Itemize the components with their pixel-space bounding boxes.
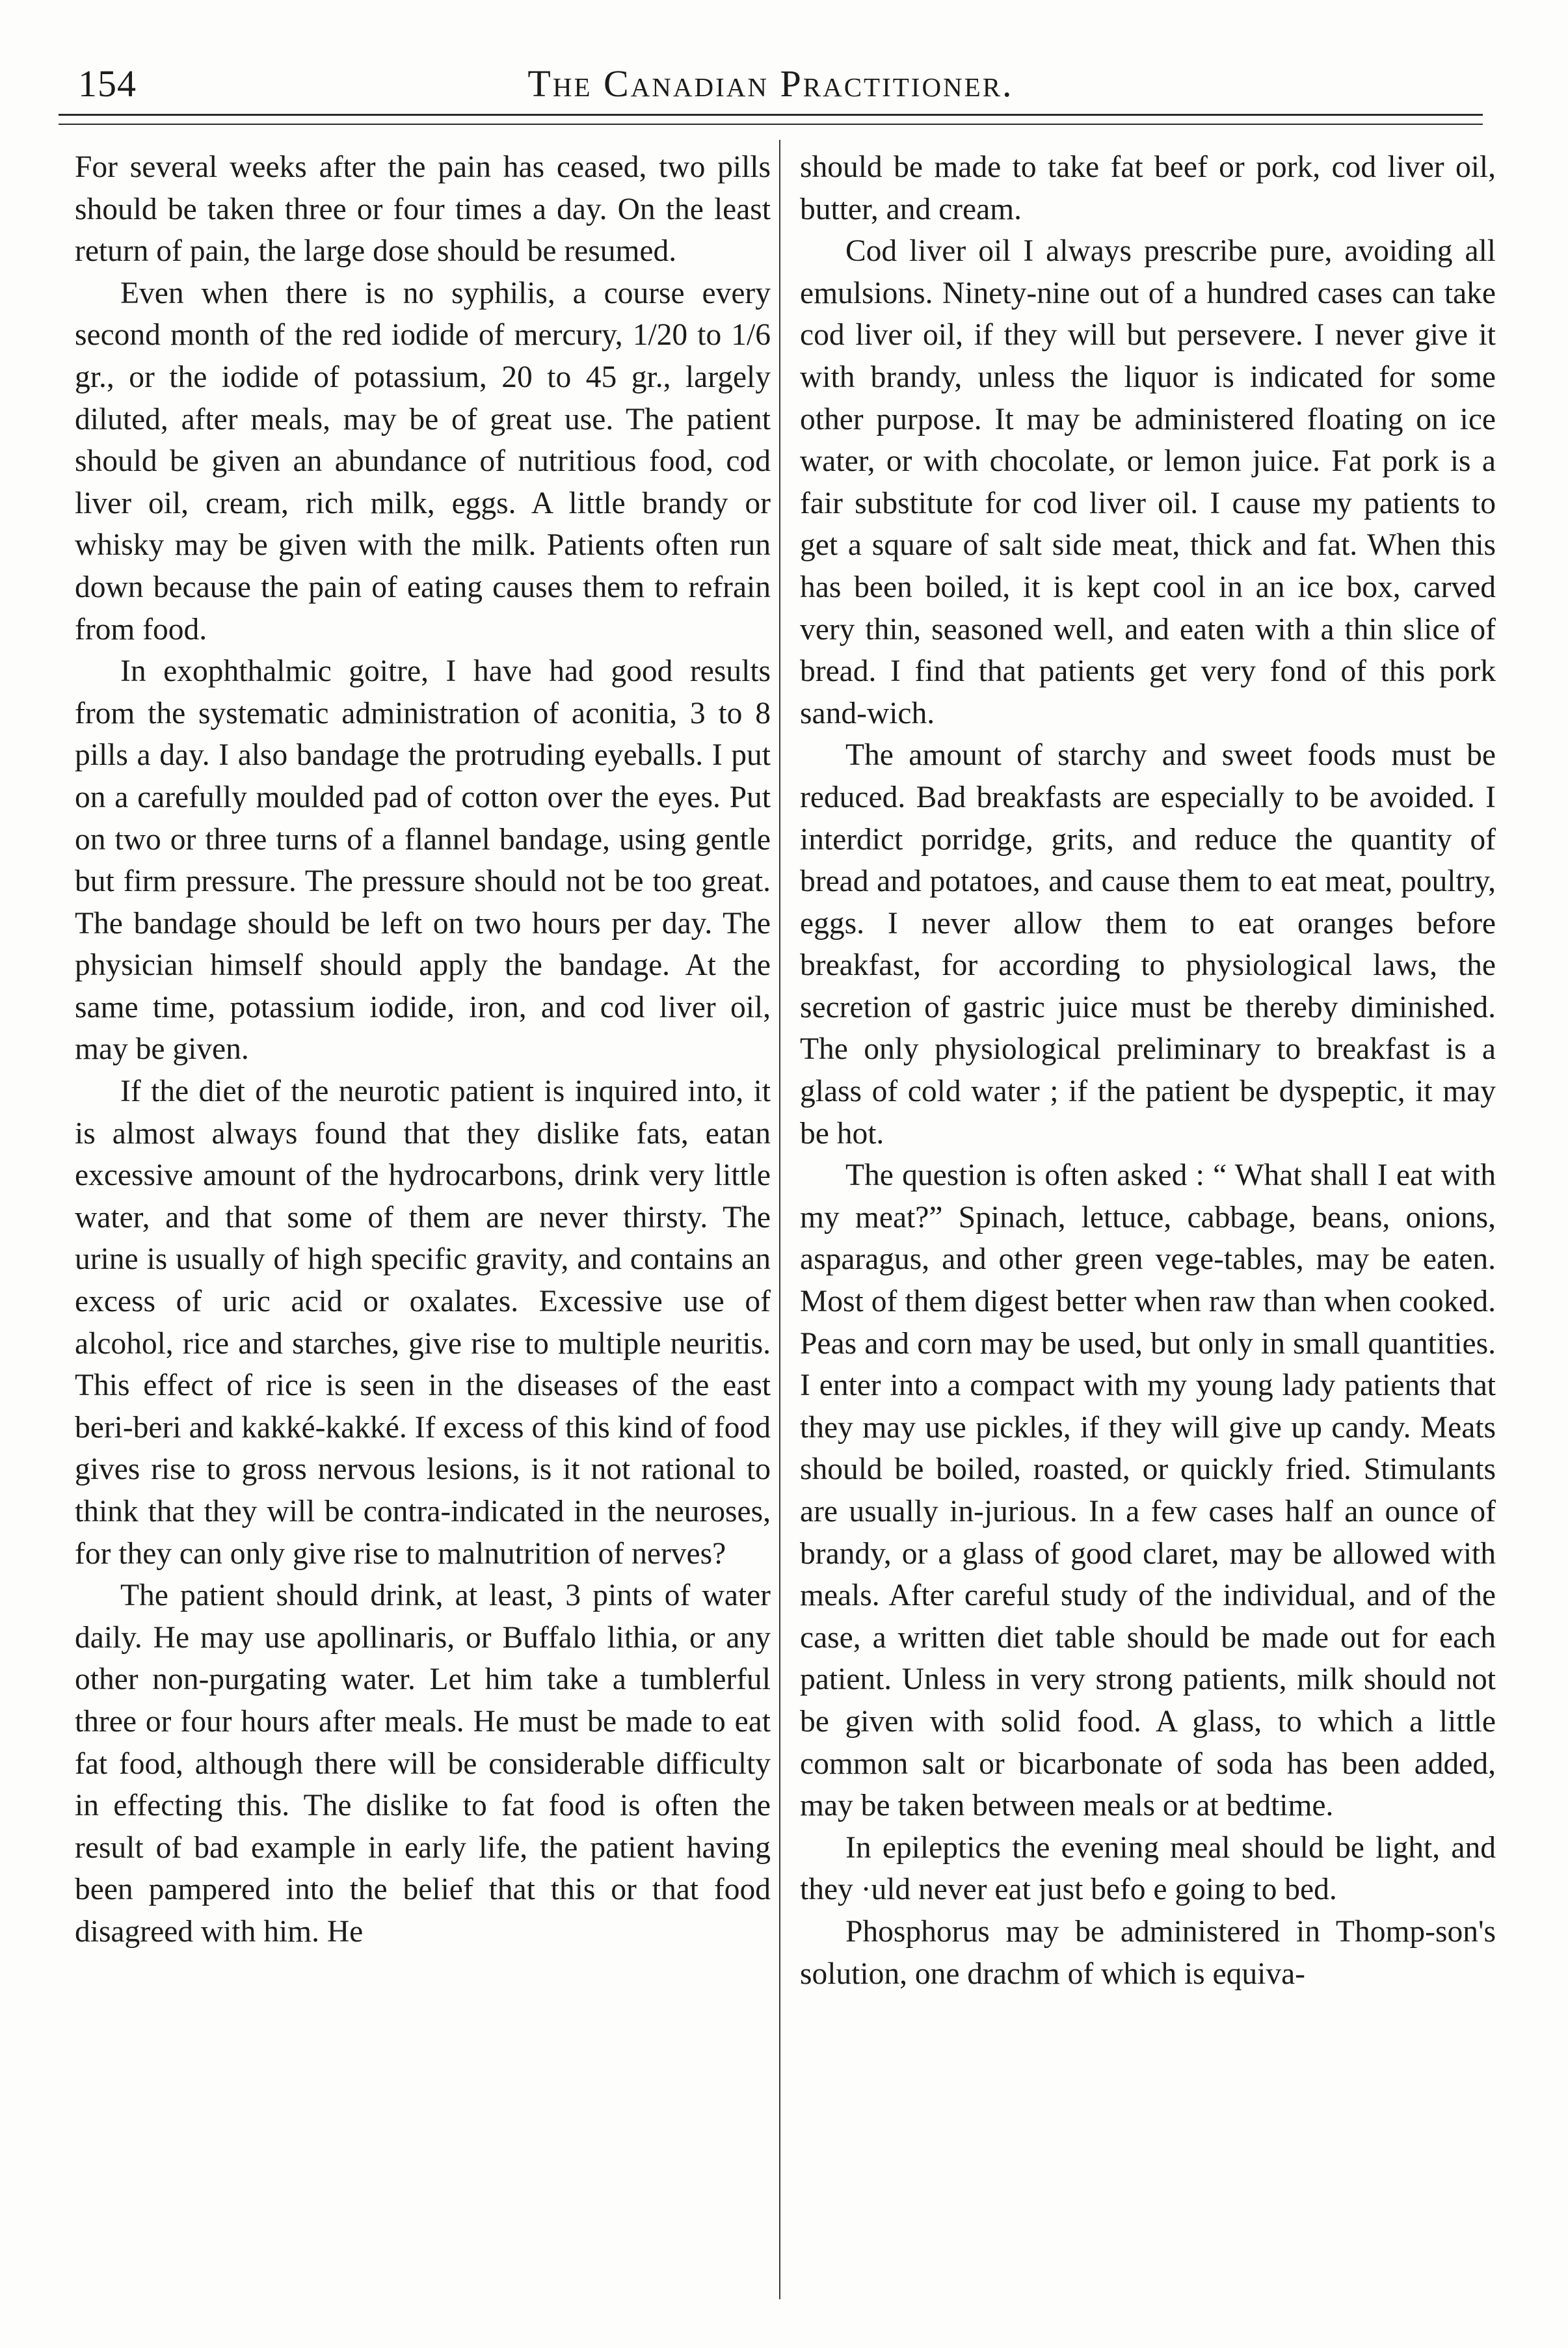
left-column <box>75 146 771 1953</box>
page-header <box>59 62 1483 114</box>
paragraph: The amount of starchy and sweet foods must be reduced. Bad breakfasts are especially to be avoided. I interdict porridge, grits, and reduce the quantity of bread and potatoes, and cause them to eat meat, poultry, eggs. I never allow them to eat oranges before breakfast, for according to physiological laws, the secretion of gastric juice must be thereby diminished. The only physiological preliminary to breakfast is a glass of cold water ; if the patient be dyspeptic, it may be hot. <box>800 738 1496 1151</box>
paragraph: In exophthalmic goitre, I have had good results from the systematic administration of aconitia, 3 to 8 pills a day. I also bandage the protruding eyeballs. I put on a carefully moulded pad of cotton over the eyes. Put on two or three turns of a flannel bandage, using gentle but firm pressure. The pressure should not be too great. The bandage should be left on two hours per day. The physician himself should apply the bandage. At the same time, potassium iodide, iron, and cod liver oil, may be given. <box>75 654 771 1067</box>
column-divider <box>779 140 780 2299</box>
paragraph-continuation: should be made to take fat beef or pork, cod liver oil, butter, and cream. <box>800 150 1496 226</box>
paragraph: If the diet of the neurotic patient is inquired into, it is almost always found that they dislike fats, eatan excessive amount of the hydrocarbons, drink very little water, and that some of them are never thirsty. The urine is usually of high specific gravity, and contains an excess of uric acid or oxalates. Excessive use of alcohol, rice and starches, give rise to multiple neuritis. This effect of rice is seen in the diseases of the east beri-beri and kakké-kakké. If excess of this kind of food gives rise to gross nervous lesions, is it not rational to think that they will be contra-indicated in the neuroses, for they can only give rise to malnutrition of nerves? <box>75 1074 771 1571</box>
paragraph: The question is often asked : “ What shall I eat with my meat?” Spinach, lettuce, cabbage, beans, onions, asparagus, and other green vege-tables, may be eaten. Most of them digest better when raw than when cooked. Peas and corn may be used, but only in small quantities. I enter into a compact with my young lady patients that they may use pickles, if they will give up candy. Meats should be boiled, roasted, or quickly fried. Stimulants are usually in-jurious. In a few cases half an ounce of brandy, or a glass of good claret, may be allowed with meals. After careful study of the individual, and of the case, a written diet table should be made out for each patient. Unless in very strong patients, milk should not be given with solid food. A glass, to which a little common salt or bicarbonate of soda has been added, may be taken between meals or at bedtime. <box>800 1158 1496 1823</box>
running-title: The Canadian Practitioner. <box>527 62 1014 105</box>
paragraph: Cod liver oil I always prescribe pure, avoiding all emulsions. Ninety-nine out of a hundred cases can take cod liver oil, if they will but persevere. I never give it with brandy, unless the liquor is indicated for some other purpose. It may be administered floating on ice water, or with chocolate, or lemon juice. Fat pork is a fair substitute for cod liver oil. I cause my patients to get a square of salt side meat, thick and fat. When this has been boiled, it is kept cool in an ice box, carved very thin, seasoned well, and eaten with a thin slice of bread. I find that patients get very fond of this pork sand-wich. <box>800 234 1496 730</box>
paragraph: Phosphorus may be administered in Thomp-son's solution, one drachm of which is equiva- <box>800 1914 1496 1991</box>
right-column <box>800 146 1496 1995</box>
paragraph: Even when there is no syphilis, a course every second month of the red iodide of mercury, 1/20 to 1/6 gr., or the iodide of potassium, 20 to 45 gr., largely diluted, after meals, may be of great use. The patient should be given an abundance of nutritious food, cod liver oil, cream, rich milk, eggs. A little brandy or whisky may be given with the milk. Patients often run down because the pain of eating causes them to refrain from food. <box>75 276 771 647</box>
paragraph: The patient should drink, at least, 3 pints of water daily. He may use apollinaris, or Buffalo lithia, or any other non-purgating water. Let him take a tumblerful three or four hours after meals. He must be made to eat fat food, although there will be considerable difficulty in effecting this. The dislike to fat food is often the result of bad example in early life, the patient having been pampered into the belief that this or that food disagreed with him. He <box>75 1579 771 1949</box>
page-number: 154 <box>78 62 137 105</box>
header-rule-bottom <box>59 124 1483 125</box>
header-rule-top <box>59 114 1483 116</box>
paragraph: For several weeks after the pain has ceased, two pills should be taken three or four times a day. On the least return of pain, the large dose should be resumed. <box>75 150 771 269</box>
paragraph: In epileptics the evening meal should be light, and they ·uld never eat just befo e going to bed. <box>800 1830 1496 1907</box>
